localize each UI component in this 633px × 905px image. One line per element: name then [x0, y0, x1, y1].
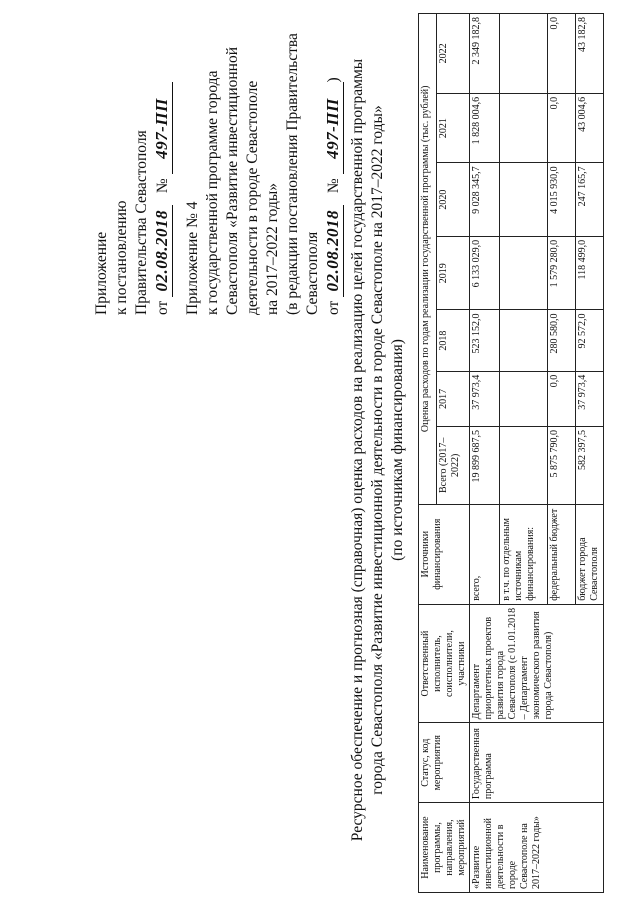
resource-table: [418, 13, 604, 893]
source-cell: бюджет города Севастополя: [576, 504, 604, 604]
value-cell: 6 133 029,0: [470, 236, 500, 310]
approval-line-2: к постановлению: [113, 200, 130, 315]
program-status-cell: Государственная программа: [470, 723, 604, 803]
value-cell: 1 579 280,0: [548, 236, 576, 310]
program-responsible-cell: Департамент приоритетных проектов развития города Севастополя (с 01.01.2018 – Департамент экономического развития города Севастополя): [470, 604, 604, 723]
appendix-line-6: (в редакции постановления Правительства: [284, 33, 301, 315]
value-cell: 37 973,4: [576, 371, 604, 426]
col-header-responsible: Ответственный исполнитель, соисполнители, участники: [419, 604, 470, 723]
header-row-1: [419, 14, 437, 893]
appendix-ot: от: [325, 300, 342, 315]
source-cell: федеральный бюджет: [548, 504, 576, 604]
value-cell: 43 182,8: [576, 14, 604, 94]
value-cell: [500, 93, 548, 163]
appendix-date: 02.08.2018: [323, 205, 344, 297]
title-line-1: Ресурсное обеспечение и прогнозная (справочная) оценка расходов на реализацию целей государственной программы: [349, 58, 366, 842]
appendix-line-1: Приложение № 4: [184, 201, 201, 315]
program-name-cell: «Развитие инвестиционной деятельности в городе Севастополе на 2017–2022 годы»: [470, 803, 604, 893]
value-cell: 5 875 790,0: [548, 426, 576, 504]
value-cell: 9 028 345,7: [470, 163, 500, 237]
approval-no-sign: №: [154, 178, 171, 194]
appendix-line-4: деятельности в городе Севастополе: [244, 80, 261, 315]
value-cell: [500, 236, 548, 310]
appendix-line-7: Севастополя: [304, 231, 321, 315]
value-cell: [500, 163, 548, 237]
value-cell: 0,0: [548, 14, 576, 94]
approval-block: [92, 15, 173, 315]
appendix-line-2: к государственной программе города: [204, 70, 221, 315]
col-header-2017: 2017: [437, 371, 470, 426]
value-cell: [500, 310, 548, 371]
appendix-date-line: [323, 15, 344, 315]
value-cell: 280 580,0: [548, 310, 576, 371]
value-cell: 19 899 687,5: [470, 426, 500, 504]
value-cell: [500, 426, 548, 504]
value-cell: 92 572,0: [576, 310, 604, 371]
col-header-total: Всего (2017–2022): [437, 426, 470, 504]
value-cell: 43 004,6: [576, 93, 604, 163]
col-header-status: Статус, код мероприятия: [419, 723, 470, 803]
appendix-block: [183, 15, 344, 315]
appendix-close-paren: ): [325, 77, 342, 83]
appendix-no-sign: №: [325, 178, 342, 194]
title-line-3: (по источникам финансирования): [389, 339, 406, 561]
value-cell: 37 973,4: [470, 371, 500, 426]
appendix-line-5: на 2017–2022 годы»: [264, 183, 281, 315]
value-cell: 582 397,5: [576, 426, 604, 504]
appendix-number: 497-ПП: [323, 83, 344, 175]
col-header-name: Наименование программы, направления, мероприятий: [419, 803, 470, 893]
title-line-2: города Севастополя «Развитие инвестиционной деятельности в городе Севастополе на 2017–2022 годы»: [369, 105, 386, 795]
table-row: [470, 14, 500, 893]
value-cell: 4 015 930,0: [548, 163, 576, 237]
approval-ot: от: [154, 300, 171, 315]
value-cell: [500, 14, 548, 94]
approval-line-3: Правительства Севастополя: [133, 130, 150, 315]
col-header-2018: 2018: [437, 310, 470, 371]
value-cell: [500, 371, 548, 426]
col-header-2021: 2021: [437, 93, 470, 163]
source-cell: в т.ч. по отдельным источникам финансирования:: [500, 504, 548, 604]
col-header-estimate: Оценка расходов по годам реализации государственной программы (тыс. рублей): [419, 14, 437, 505]
col-header-source: Источники финансирования: [419, 504, 470, 604]
approval-number: 497-ПП: [152, 83, 173, 175]
value-cell: 523 152,0: [470, 310, 500, 371]
source-cell: всего,: [470, 504, 500, 604]
value-cell: 247 165,7: [576, 163, 604, 237]
approval-date-line: [152, 15, 173, 315]
approval-date: 02.08.2018: [152, 205, 173, 297]
col-header-2022: 2022: [437, 14, 470, 94]
value-cell: 1 828 004,6: [470, 93, 500, 163]
appendix-line-3: Севастополя «Развитие инвестиционной: [224, 47, 241, 315]
value-cell: 0,0: [548, 93, 576, 163]
value-cell: 0,0: [548, 371, 576, 426]
approval-line-1: Приложение: [93, 231, 110, 315]
value-cell: 118 499,0: [576, 236, 604, 310]
document-title: [348, 55, 408, 845]
col-header-2019: 2019: [437, 236, 470, 310]
col-header-2020: 2020: [437, 163, 470, 237]
value-cell: 2 349 182,8: [470, 14, 500, 94]
